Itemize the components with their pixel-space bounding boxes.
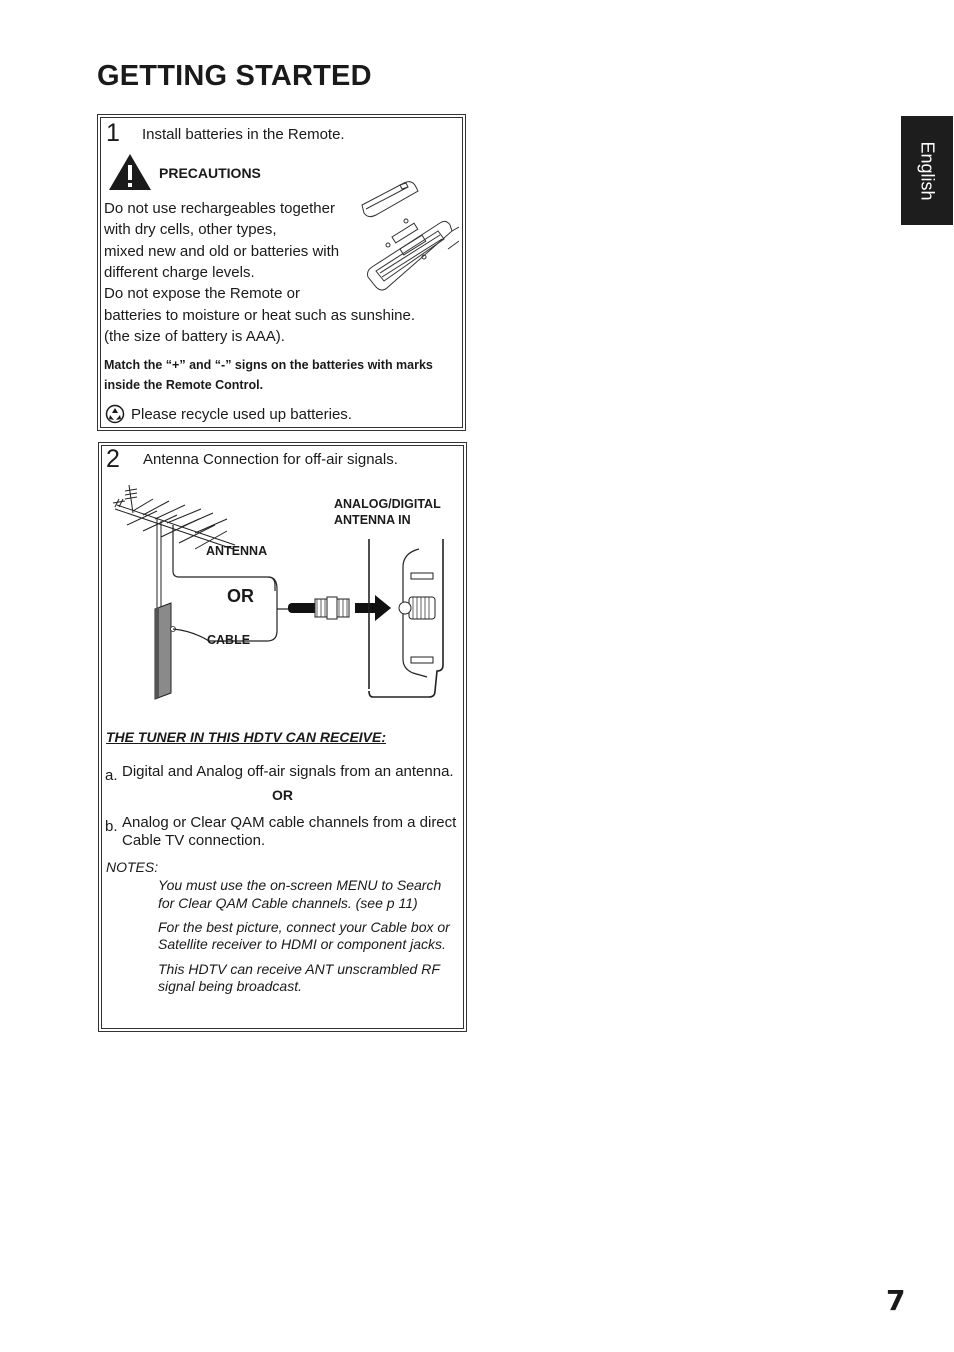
note-line: Satellite receiver to HDMI or component jacks. (158, 936, 446, 952)
precaution-line: Do not use rechargeables together (104, 200, 335, 217)
precaution-line: mixed new and old or batteries with (104, 243, 340, 260)
antenna-in-label: ANTENNA IN (334, 513, 411, 527)
page-number: 7 (886, 1284, 906, 1317)
step2-box (98, 442, 467, 1032)
note-line: This HDTV can receive ANT unscrambled RF (158, 961, 440, 977)
item-a-text: Digital and Analog off-air signals from an antenna. (122, 763, 454, 780)
cable-label: CABLE (207, 633, 251, 647)
precautions-label: PRECAUTIONS (159, 165, 261, 181)
precaution-line: Do not expose the Remote or (104, 285, 300, 302)
warning-triangle-icon (108, 153, 152, 191)
note-line: signal being broadcast. (158, 978, 302, 994)
tuner-heading: THE TUNER IN THIS HDTV CAN RECEIVE: (106, 729, 387, 745)
or-text: OR (272, 787, 293, 803)
item-b-line: Cable TV connection. (122, 832, 266, 849)
antenna-in-label: ANALOG/DIGITAL (334, 497, 441, 511)
match-signs-line: Match the “+” and “-” signs on the batteries with marks (104, 358, 433, 372)
remote-battery-illustration (354, 175, 459, 300)
note-line: for Clear QAM Cable channels. (see p 11) (158, 895, 418, 911)
step2-number: 2 (106, 445, 120, 473)
match-signs-line: inside the Remote Control. (104, 378, 264, 392)
precaution-line: (the size of battery is AAA). (104, 328, 285, 345)
precaution-line: different charge levels. (104, 264, 255, 281)
step2-heading: Antenna Connection for off-air signals. (143, 451, 398, 468)
language-tab (901, 116, 953, 225)
note-line: You must use the on-screen MENU to Search (158, 877, 442, 893)
precaution-line: with dry cells, other types, (104, 221, 277, 238)
language-tab-label: English (917, 140, 938, 201)
page-title: GETTING STARTED (97, 60, 372, 92)
note-line: For the best picture, connect your Cable box or (158, 919, 450, 935)
item-b-line: Analog or Clear QAM cable channels from a direct (122, 814, 457, 831)
notes-label: NOTES: (106, 859, 159, 875)
recycle-icon (105, 404, 125, 424)
recycle-text: Please recycle used up batteries. (131, 406, 352, 423)
diagram-or-label: OR (227, 586, 254, 606)
step1-box (97, 114, 466, 431)
item-b-marker: b. (105, 818, 118, 835)
step1-heading: Install batteries in the Remote. (142, 126, 345, 143)
precaution-line: batteries to moisture or heat such as sunshine. (104, 307, 416, 324)
step1-number: 1 (106, 119, 120, 147)
item-a-marker: a. (105, 767, 118, 784)
antenna-label: ANTENNA (206, 544, 268, 558)
